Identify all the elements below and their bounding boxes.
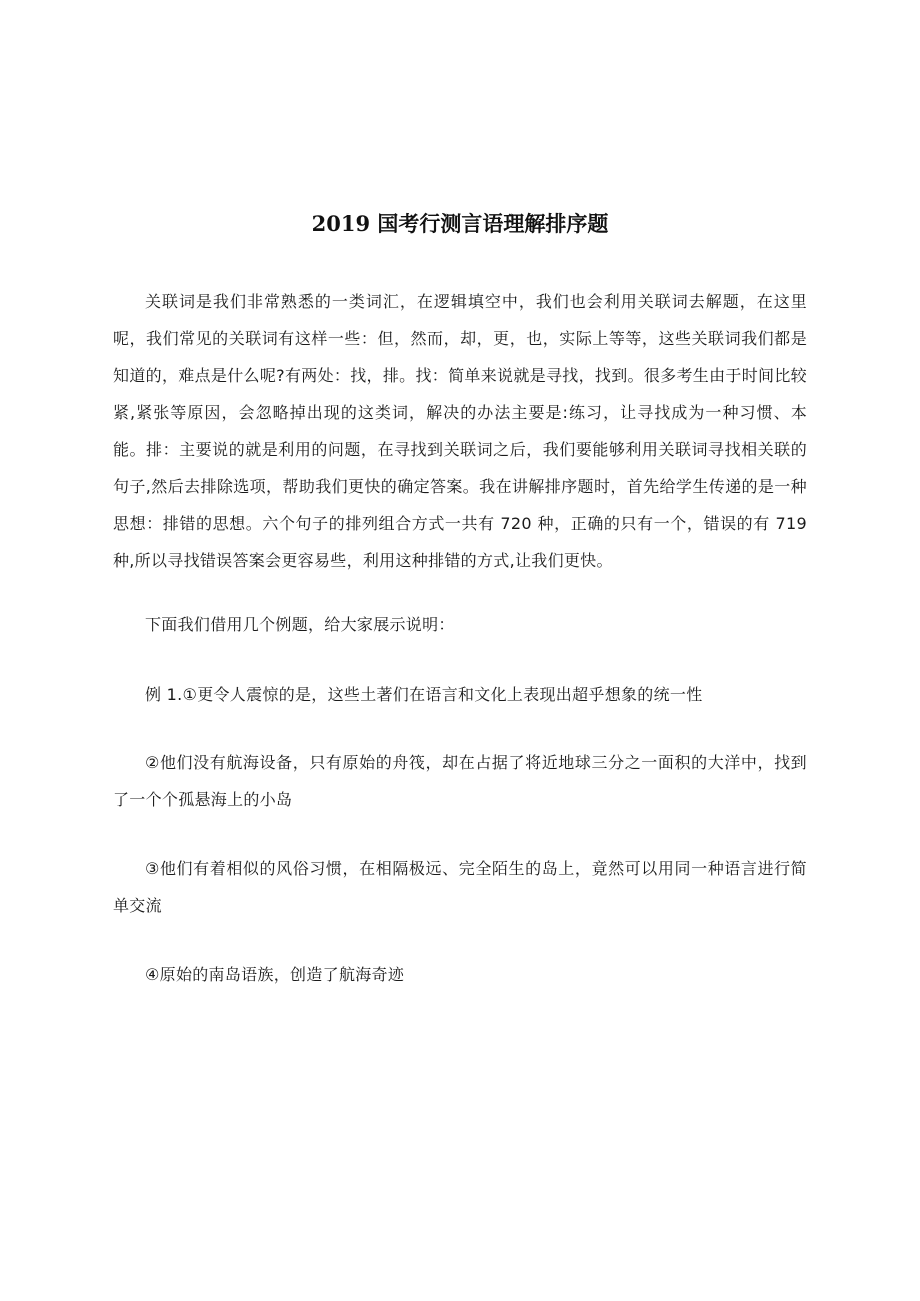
- example-1-sentence-3: ③他们有着相似的风俗习惯，在相隔极远、完全陌生的岛上，竟然可以用同一种语言进行简单交流: [113, 859, 807, 915]
- example-1-sentence-1: 例 1.①更令人震惊的是，这些土著们在语言和文化上表现出超乎想象的统一性: [145, 685, 703, 704]
- document-title: 2019 国考行测言语理解排序题: [311, 211, 609, 236]
- intro-paragraph: 关联词是我们非常熟悉的一类词汇，在逻辑填空中，我们也会利用关联词去解题，在这里呢，我们常见的关联词有这样一些：但，然而，却，更，也，实际上等等，这些关联词我们都是知道的，难点是什么呢?有两处：找，排。找：简单来说就是寻找，找到。很多考生由于时间比较紧,紧张等原因，会忽略掉出现的这类词，解决的办法主要是:练习，让寻找成为一种习惯、本能。排：主要说的就是利用的问题，在寻找到关联词之后，我们要能够利用关联词寻找相关联的句子,然后去排除选项，帮助我们更快的确定答案。我在讲解排序题时，首先给学生传递的是一种思想：排错的思想。六个句子的排列组合方式一共有 720 种，正确的只有一个，错误的有 719 种,所以寻找错误答案会更容易些，利用这种排错的方式,让我们更快。: [113, 292, 807, 570]
- example-1-sentence-4: ④原始的南岛语族，创造了航海奇迹: [145, 965, 405, 984]
- example-1-sentence-2: ②他们没有航海设备，只有原始的舟筏，却在占据了将近地球三分之一面积的大洋中，找到了一个个孤悬海上的小岛: [113, 753, 807, 809]
- lead-paragraph: 下面我们借用几个例题，给大家展示说明：: [145, 615, 455, 634]
